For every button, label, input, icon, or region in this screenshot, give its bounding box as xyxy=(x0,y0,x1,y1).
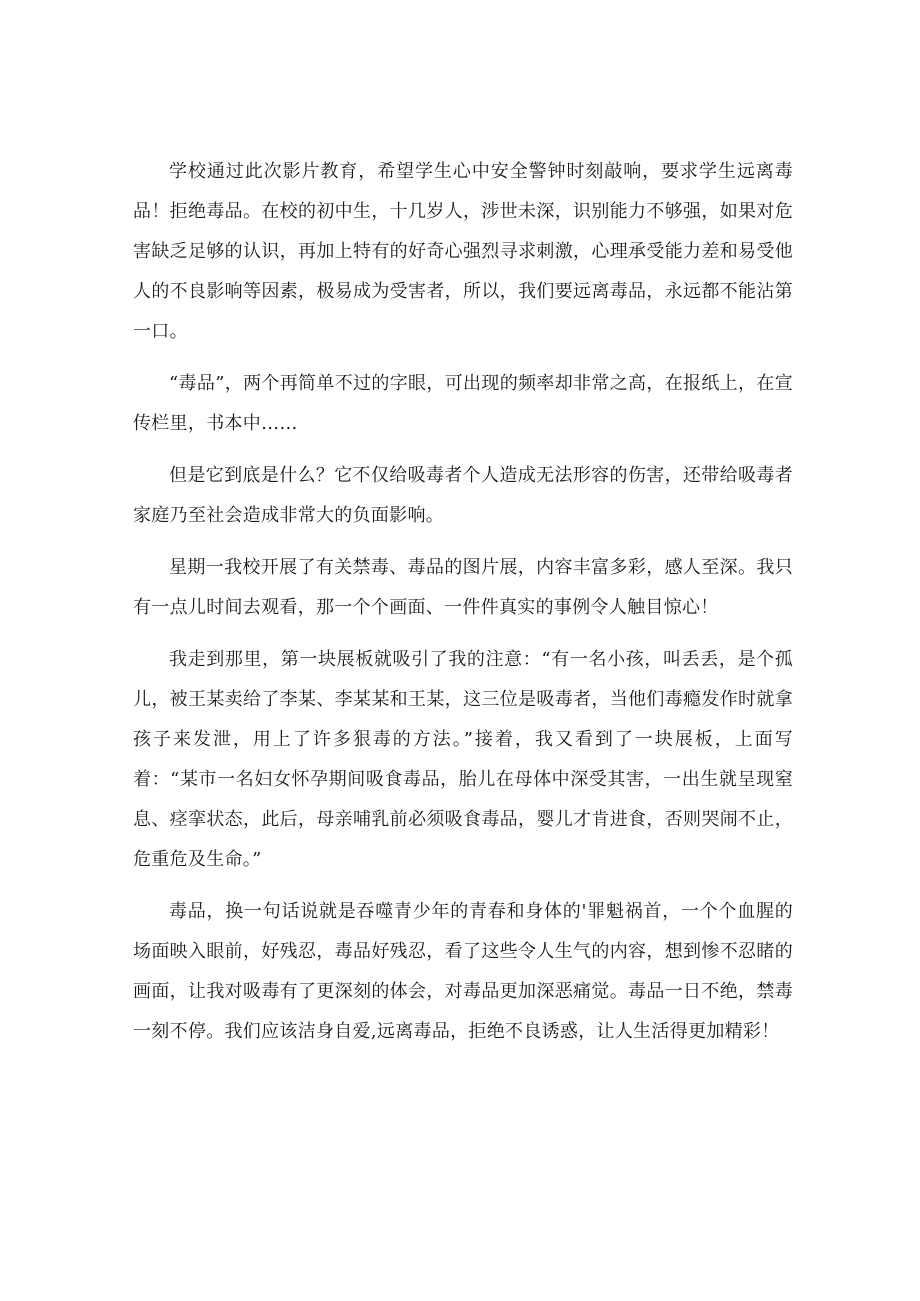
paragraph-2: “毒品”，两个再简单不过的字眼，可出现的频率却非常之高，在报纸上，在宣传栏里，书本中…… xyxy=(133,373,793,434)
paragraph-4: 星期一我校开展了有关禁毒、毒品的图片展，内容丰富多彩，感人至深。我只有一点儿时间去观看，那一个个画面、一件件真实的事例令人触目惊心！ xyxy=(133,557,793,618)
document-body xyxy=(133,152,793,1064)
paragraph-3: 但是它到底是什么？它不仅给吸毒者个人造成无法形容的伤害，还带给吸毒者家庭乃至社会造成非常大的负面影响。 xyxy=(133,465,793,526)
paragraph-5: 我走到那里，第一块展板就吸引了我的注意：“有一名小孩，叫丢丢，是个孤儿，被王某卖给了李某、李某某和王某，这三位是吸毒者，当他们毒瘾发作时就拿孩子来发泄，用上了许多狠毒的方法。”接着，我又看到了一块展板，上面写着：“某市一名妇女怀孕期间吸食毒品，胎儿在母体中深受其害，一出生就呈现窒息、痉挛状态，此后，母亲哺乳前必须吸食毒品，婴儿才肯进食，否则哭闹不止，危重危及生命。” xyxy=(133,649,793,870)
paragraph-1: 学校通过此次影片教育，希望学生心中安全警钟时刻敲响，要求学生远离毒品！拒绝毒品。在校的初中生，十几岁人，涉世未深，识别能力不够强，如果对危害缺乏足够的认识，再加上特有的好奇心强烈寻求刺激，心理承受能力差和易受他人的不良影响等因素，极易成为受害者，所以，我们要远离毒品，永远都不能沾第一口。 xyxy=(133,161,793,342)
paragraph-6: 毒品，换一句话说就是吞噬青少年的青春和身体的'罪魁祸首，一个个血腥的场面映入眼前，好残忍，毒品好残忍，看了这些令人生气的内容，想到惨不忍睹的画面，让我对吸毒有了更深刻的体会，对毒品更加深恶痛觉。毒品一日不绝，禁毒一刻不停。我们应该洁身自爱,远离毒品，拒绝不良诱惑，让人生活得更加精彩！ xyxy=(133,901,793,1042)
